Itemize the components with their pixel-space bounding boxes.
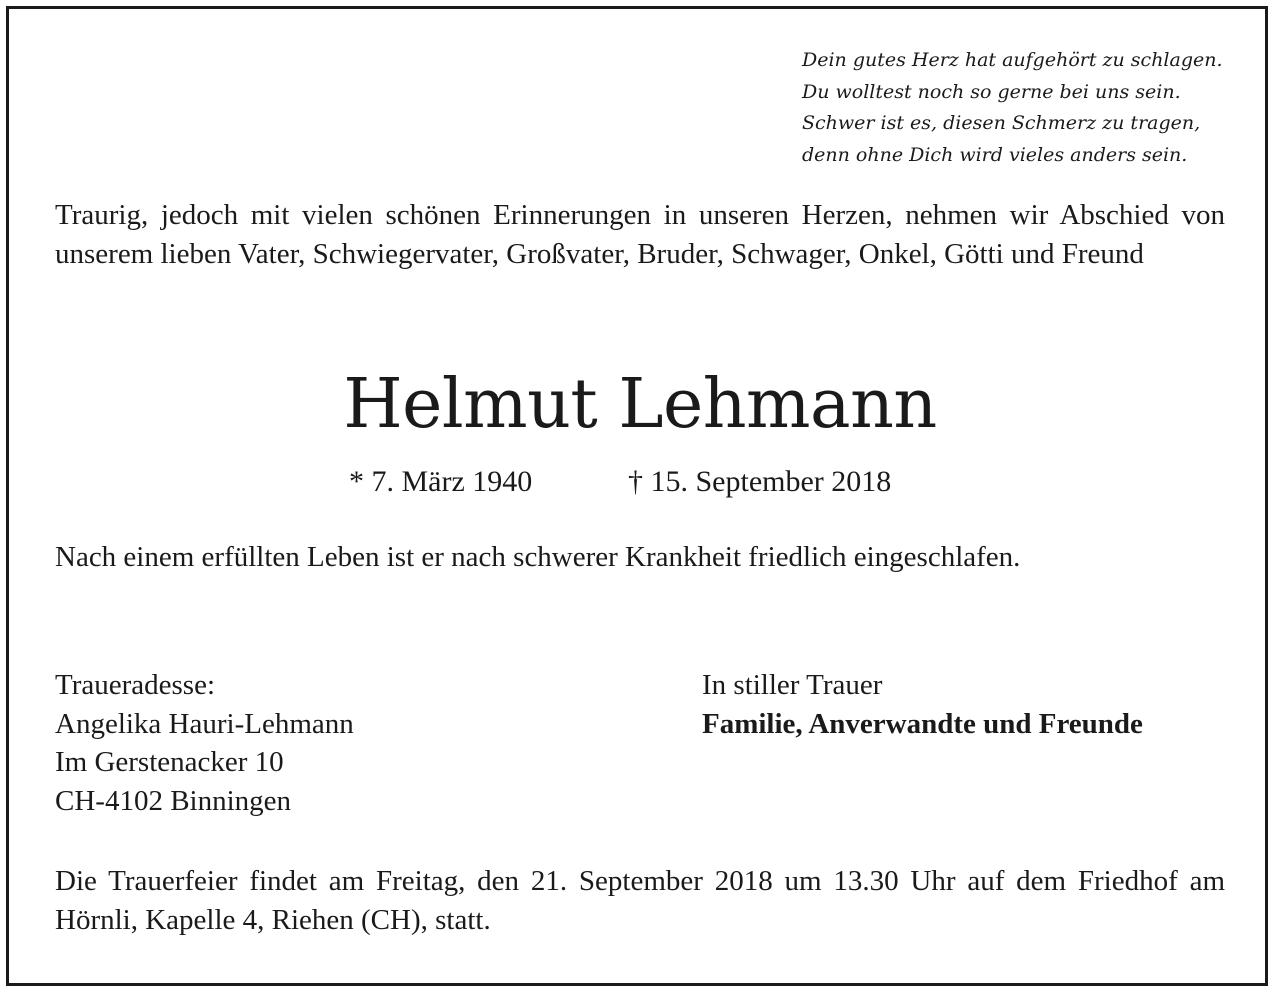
mourning-address [55, 666, 354, 820]
address-street: Im Gerstenacker 10 [55, 746, 284, 778]
mourning-family: Familie, Anverwandte und Freunde [702, 707, 1143, 740]
address-city: CH-4102 Binningen [55, 784, 292, 817]
deceased-name: Helmut Lehmann [343, 365, 937, 444]
poem-line: Dein gutes Herz hat aufgehört zu schlagen. [802, 49, 1223, 71]
mourners [702, 666, 1143, 743]
poem-line: Schwer ist es, diesen Schmerz zu tragen, [802, 112, 1201, 134]
intro-paragraph: Traurig, jedoch mit vielen schönen Erinnerungen in unseren Herzen, nehmen wir Abschied von unserem lieben Vater, Schwiegervater, Großvater, Bruder, Schwager, Onkel, Götti und Freund [55, 199, 1225, 270]
address-label: Traueradesse: [55, 669, 215, 701]
address-name: Angelika Hauri-Lehmann [55, 707, 354, 740]
poem-line: Du wolltest noch so gerne bei uns sein. [802, 80, 1181, 103]
birth-date: * 7. März 1940 [349, 465, 533, 498]
poem-line: denn ohne Dich wird vieles anders sein. [802, 143, 1188, 166]
ceremony-paragraph: Die Trauerfeier findet am Freitag, den 21. September 2018 um 13.30 Uhr auf dem Friedhof am Hörnli, Kapelle 4, Riehen (CH), statt. [55, 865, 1225, 936]
mourning-intro: In stiller Trauer [702, 669, 883, 701]
passing-sentence: Nach einem erfüllten Leben ist er nach schwerer Krankheit friedlich eingeschlafen. [55, 541, 1021, 573]
poem [802, 45, 1242, 171]
death-date: † 15. September 2018 [628, 465, 892, 498]
